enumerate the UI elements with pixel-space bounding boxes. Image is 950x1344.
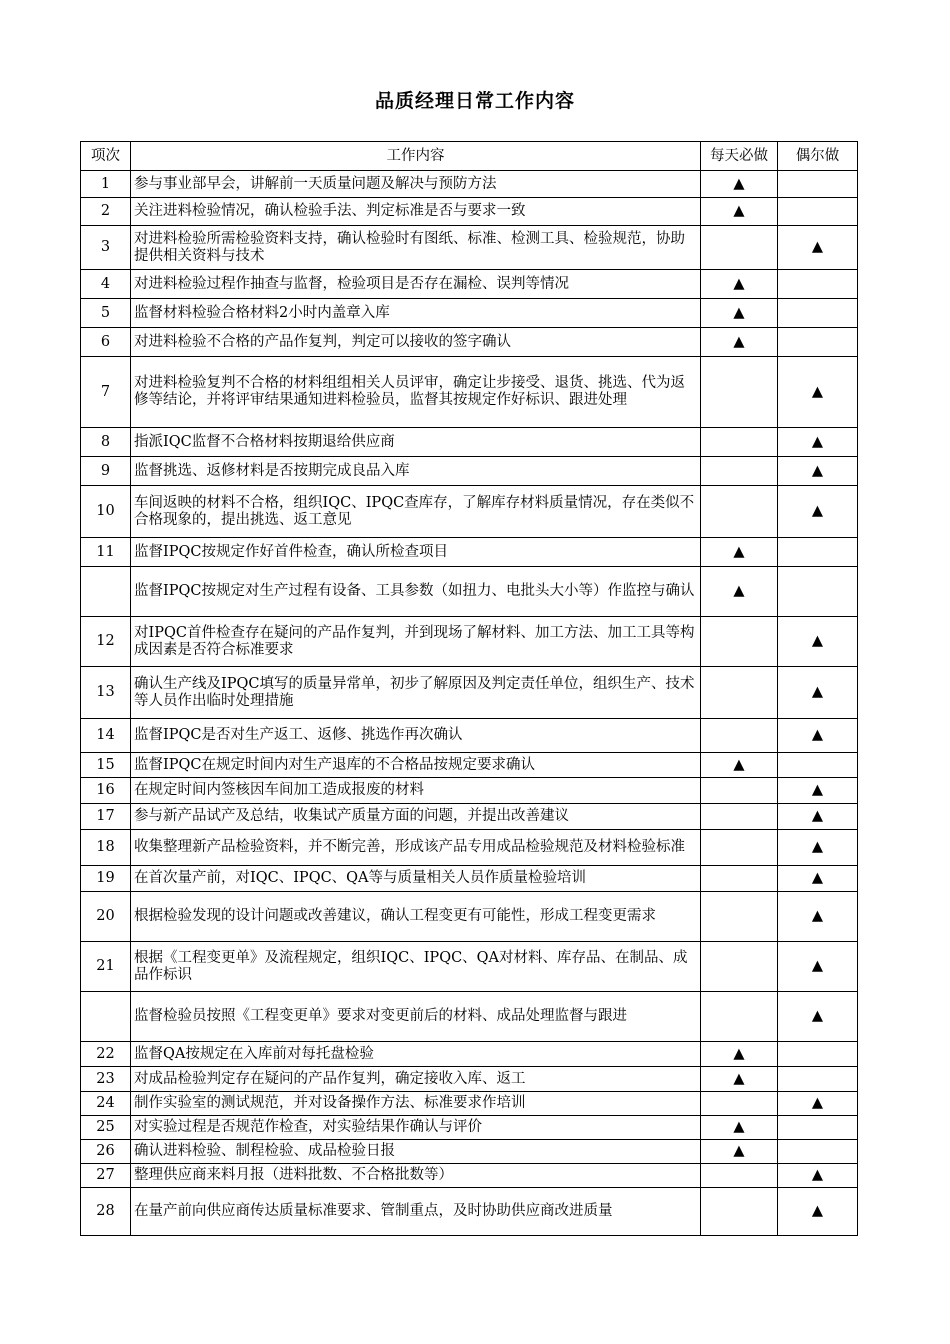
row-number: 24 — [81, 1092, 131, 1116]
table-row — [81, 992, 858, 1042]
page-title: 品质经理日常工作内容 — [374, 90, 575, 112]
table-row — [81, 1042, 858, 1067]
triangle-mark-icon: ▲ — [811, 727, 824, 743]
row-task: 确认进料检验、制程检验、成品检验日报 — [131, 1140, 701, 1164]
occasional-mark-cell — [778, 830, 858, 866]
triangle-mark-icon: ▲ — [811, 239, 824, 255]
row-task: 监督IPQC按规定对生产过程有设备、工具参数（如扭力、电批头大小等）作监控与确认 — [131, 567, 701, 617]
occasional-mark-cell — [778, 428, 858, 457]
daily-mark-cell — [701, 804, 778, 830]
row-task: 监督IPQC在规定时间内对生产退库的不合格品按规定要求确认 — [131, 753, 701, 778]
occasional-mark-cell — [778, 1116, 858, 1140]
occasional-mark-cell — [778, 1164, 858, 1188]
triangle-mark-icon: ▲ — [811, 633, 824, 649]
table-row — [81, 171, 858, 198]
row-task: 对IPQC首件检查存在疑问的产品作复判，并到现场了解材料、加工方法、加工工具等构成因素是否符合标准要求 — [131, 617, 701, 667]
daily-mark-cell — [701, 457, 778, 486]
row-number: 2 — [81, 198, 131, 226]
header-daily: 每天必做 — [701, 142, 778, 171]
daily-mark-cell — [701, 538, 778, 567]
occasional-mark-cell — [778, 866, 858, 892]
table-row — [81, 567, 858, 617]
daily-mark-cell — [701, 270, 778, 299]
row-number: 14 — [81, 719, 131, 753]
row-number: 11 — [81, 538, 131, 567]
daily-mark-cell — [701, 328, 778, 357]
daily-mark-cell — [701, 1042, 778, 1067]
row-number: 15 — [81, 753, 131, 778]
triangle-mark-icon: ▲ — [811, 383, 824, 400]
occasional-mark-cell — [778, 942, 858, 992]
row-task: 在规定时间内签核因车间加工造成报废的材料 — [131, 778, 701, 804]
daily-mark-cell — [701, 667, 778, 719]
daily-mark-cell — [701, 226, 778, 270]
triangle-mark-icon: ▲ — [733, 1070, 745, 1087]
table-row — [81, 1116, 858, 1140]
occasional-mark-cell — [778, 457, 858, 486]
triangle-mark-icon: ▲ — [811, 1095, 824, 1111]
occasional-mark-cell — [778, 198, 858, 226]
row-task: 监督检验员按照《工程变更单》要求对变更前后的材料、成品处理监督与跟进 — [131, 992, 701, 1042]
triangle-mark-icon: ▲ — [733, 543, 745, 560]
occasional-mark-cell — [778, 270, 858, 299]
daily-mark-cell — [701, 357, 778, 428]
row-task: 监督材料检验合格材料2小时内盖章入库 — [131, 299, 701, 328]
row-number: 7 — [81, 357, 131, 428]
occasional-mark-cell — [778, 299, 858, 328]
row-task: 在量产前向供应商传达质量标准要求、管制重点，及时协助供应商改进质量 — [131, 1188, 701, 1236]
row-task: 指派IQC监督不合格材料按期退给供应商 — [131, 428, 701, 457]
triangle-mark-icon: ▲ — [733, 203, 745, 219]
table-header-row — [81, 142, 858, 171]
daily-mark-cell — [701, 198, 778, 226]
row-task: 对进料检验过程作抽查与监督，检验项目是否存在漏检、误判等情况 — [131, 270, 701, 299]
table-row — [81, 428, 858, 457]
occasional-mark-cell — [778, 1140, 858, 1164]
row-task: 监督IPQC按规定作好首件检查，确认所检查项目 — [131, 538, 701, 567]
row-number: 20 — [81, 892, 131, 942]
occasional-mark-cell — [778, 804, 858, 830]
table-row — [81, 1092, 858, 1116]
table-row — [81, 942, 858, 992]
daily-mark-cell — [701, 992, 778, 1042]
occasional-mark-cell — [778, 226, 858, 270]
table-row — [81, 1140, 858, 1164]
triangle-mark-icon: ▲ — [811, 1167, 824, 1183]
row-task: 整理供应商来料月报（进料批数、不合格批数等） — [131, 1164, 701, 1188]
table-row — [81, 804, 858, 830]
daily-mark-cell — [701, 830, 778, 866]
daily-mark-cell — [701, 171, 778, 198]
row-number: 26 — [81, 1140, 131, 1164]
occasional-mark-cell — [778, 617, 858, 667]
row-task: 监督QA按规定在入库前对每托盘检验 — [131, 1042, 701, 1067]
triangle-mark-icon: ▲ — [733, 1119, 745, 1135]
occasional-mark-cell — [778, 719, 858, 753]
triangle-mark-icon: ▲ — [811, 908, 824, 924]
row-number: 1 — [81, 171, 131, 198]
daily-mark-cell — [701, 299, 778, 328]
row-number: 8 — [81, 428, 131, 457]
occasional-mark-cell — [778, 1188, 858, 1236]
row-task: 制作实验室的测试规范，并对设备操作方法、标准要求作培训 — [131, 1092, 701, 1116]
occasional-mark-cell — [778, 892, 858, 942]
table-row — [81, 457, 858, 486]
daily-mark-cell — [701, 617, 778, 667]
triangle-mark-icon: ▲ — [733, 175, 745, 192]
triangle-mark-icon: ▲ — [733, 1143, 745, 1159]
row-task: 在首次量产前，对IQC、IPQC、QA等与质量相关人员作质量检验培训 — [131, 866, 701, 892]
table-row — [81, 1067, 858, 1092]
row-number: 19 — [81, 866, 131, 892]
triangle-mark-icon: ▲ — [811, 808, 824, 824]
triangle-mark-icon: ▲ — [811, 684, 824, 700]
occasional-mark-cell — [778, 171, 858, 198]
row-number: 25 — [81, 1116, 131, 1140]
row-number: 22 — [81, 1042, 131, 1067]
triangle-mark-icon: ▲ — [733, 275, 745, 292]
table-row — [81, 617, 858, 667]
row-number: 10 — [81, 486, 131, 538]
occasional-mark-cell — [778, 357, 858, 428]
occasional-mark-cell — [778, 486, 858, 538]
table-row — [81, 299, 858, 328]
table-row — [81, 1164, 858, 1188]
header-occasional: 偶尔做 — [778, 142, 858, 171]
header-no: 项次 — [81, 142, 131, 171]
daily-mark-cell — [701, 866, 778, 892]
row-number: 5 — [81, 299, 131, 328]
row-task: 对进料检验不合格的产品作复判，判定可以接收的签字确认 — [131, 328, 701, 357]
daily-mark-cell — [701, 753, 778, 778]
table-row — [81, 753, 858, 778]
row-number — [81, 992, 131, 1042]
triangle-mark-icon: ▲ — [733, 583, 745, 599]
row-task: 监督挑选、返修材料是否按期完成良品入库 — [131, 457, 701, 486]
daily-mark-cell — [701, 428, 778, 457]
row-number: 3 — [81, 226, 131, 270]
triangle-mark-icon: ▲ — [733, 333, 745, 350]
daily-mark-cell — [701, 1116, 778, 1140]
row-number — [81, 567, 131, 617]
table-row — [81, 1188, 858, 1236]
row-task: 对实验过程是否规范作检查，对实验结果作确认与评价 — [131, 1116, 701, 1140]
occasional-mark-cell — [778, 992, 858, 1042]
triangle-mark-icon: ▲ — [733, 304, 745, 321]
triangle-mark-icon: ▲ — [811, 839, 824, 855]
triangle-mark-icon: ▲ — [811, 462, 824, 479]
table-row — [81, 892, 858, 942]
table-row — [81, 830, 858, 866]
daily-mark-cell — [701, 778, 778, 804]
triangle-mark-icon: ▲ — [811, 433, 824, 450]
occasional-mark-cell — [778, 753, 858, 778]
row-task: 对进料检验所需检验资料支持，确认检验时有图纸、标准、检测工具、检验规范，协助提供相关资料与技术 — [131, 226, 701, 270]
table-row — [81, 778, 858, 804]
row-task: 参与新产品试产及总结，收集试产质量方面的问题，并提出改善建议 — [131, 804, 701, 830]
daily-mark-cell — [701, 1140, 778, 1164]
header-task: 工作内容 — [131, 142, 701, 171]
table-row — [81, 226, 858, 270]
row-task: 收集整理新产品检验资料，并不断完善，形成该产品专用成品检验规范及材料检验标准 — [131, 830, 701, 866]
occasional-mark-cell — [778, 328, 858, 357]
occasional-mark-cell — [778, 778, 858, 804]
row-number: 13 — [81, 667, 131, 719]
row-number: 9 — [81, 457, 131, 486]
daily-mark-cell — [701, 719, 778, 753]
daily-mark-cell — [701, 1092, 778, 1116]
triangle-mark-icon: ▲ — [811, 1203, 824, 1219]
row-task: 参与事业部早会，讲解前一天质量问题及解决与预防方法 — [131, 171, 701, 198]
table-row — [81, 328, 858, 357]
occasional-mark-cell — [778, 667, 858, 719]
row-number: 6 — [81, 328, 131, 357]
row-number: 12 — [81, 617, 131, 667]
table-row — [81, 538, 858, 567]
row-number: 23 — [81, 1067, 131, 1092]
row-number: 21 — [81, 942, 131, 992]
row-number: 18 — [81, 830, 131, 866]
occasional-mark-cell — [778, 1067, 858, 1092]
row-number: 16 — [81, 778, 131, 804]
table-row — [81, 667, 858, 719]
triangle-mark-icon: ▲ — [733, 756, 745, 773]
row-task: 根据《工程变更单》及流程规定，组织IQC、IPQC、QA对材料、库存品、在制品、成品作标识 — [131, 942, 701, 992]
daily-mark-cell — [701, 567, 778, 617]
table-body — [81, 171, 858, 1236]
triangle-mark-icon: ▲ — [811, 782, 824, 798]
row-number: 27 — [81, 1164, 131, 1188]
work-content-table — [80, 141, 858, 1236]
row-task: 对成品检验判定存在疑问的产品作复判，确定接收入库、返工 — [131, 1067, 701, 1092]
row-number: 17 — [81, 804, 131, 830]
table-row — [81, 357, 858, 428]
daily-mark-cell — [701, 486, 778, 538]
occasional-mark-cell — [778, 567, 858, 617]
row-task: 确认生产线及IPQC填写的质量异常单，初步了解原因及判定责任单位，组织生产、技术等人员作出临时处理措施 — [131, 667, 701, 719]
row-task: 关注进料检验情况，确认检验手法、判定标准是否与要求一致 — [131, 198, 701, 226]
daily-mark-cell — [701, 1188, 778, 1236]
triangle-mark-icon: ▲ — [811, 870, 824, 886]
row-task: 对进料检验复判不合格的材料组组相关人员评审，确定让步接受、退货、挑选、代为返修等结论，并将评审结果通知进料检验员，监督其按规定作好标识、跟进处理 — [131, 357, 701, 428]
daily-mark-cell — [701, 942, 778, 992]
triangle-mark-icon: ▲ — [733, 1045, 745, 1062]
table-row — [81, 719, 858, 753]
table-row — [81, 198, 858, 226]
triangle-mark-icon: ▲ — [811, 958, 824, 974]
table-row — [81, 486, 858, 538]
daily-mark-cell — [701, 1164, 778, 1188]
triangle-mark-icon: ▲ — [811, 1008, 824, 1024]
daily-mark-cell — [701, 892, 778, 942]
occasional-mark-cell — [778, 1042, 858, 1067]
row-task: 根据检验发现的设计问题或改善建议，确认工程变更有可能性，形成工程变更需求 — [131, 892, 701, 942]
occasional-mark-cell — [778, 1092, 858, 1116]
table-row — [81, 866, 858, 892]
row-number: 4 — [81, 270, 131, 299]
triangle-mark-icon: ▲ — [811, 503, 824, 519]
row-task: 车间返映的材料不合格，组织IQC、IPQC查库存，了解库存材料质量情况，存在类似不合格现象的，提出挑选、返工意见 — [131, 486, 701, 538]
row-task: 监督IPQC是否对生产返工、返修、挑选作再次确认 — [131, 719, 701, 753]
occasional-mark-cell — [778, 538, 858, 567]
row-number: 28 — [81, 1188, 131, 1236]
daily-mark-cell — [701, 1067, 778, 1092]
table-row — [81, 270, 858, 299]
